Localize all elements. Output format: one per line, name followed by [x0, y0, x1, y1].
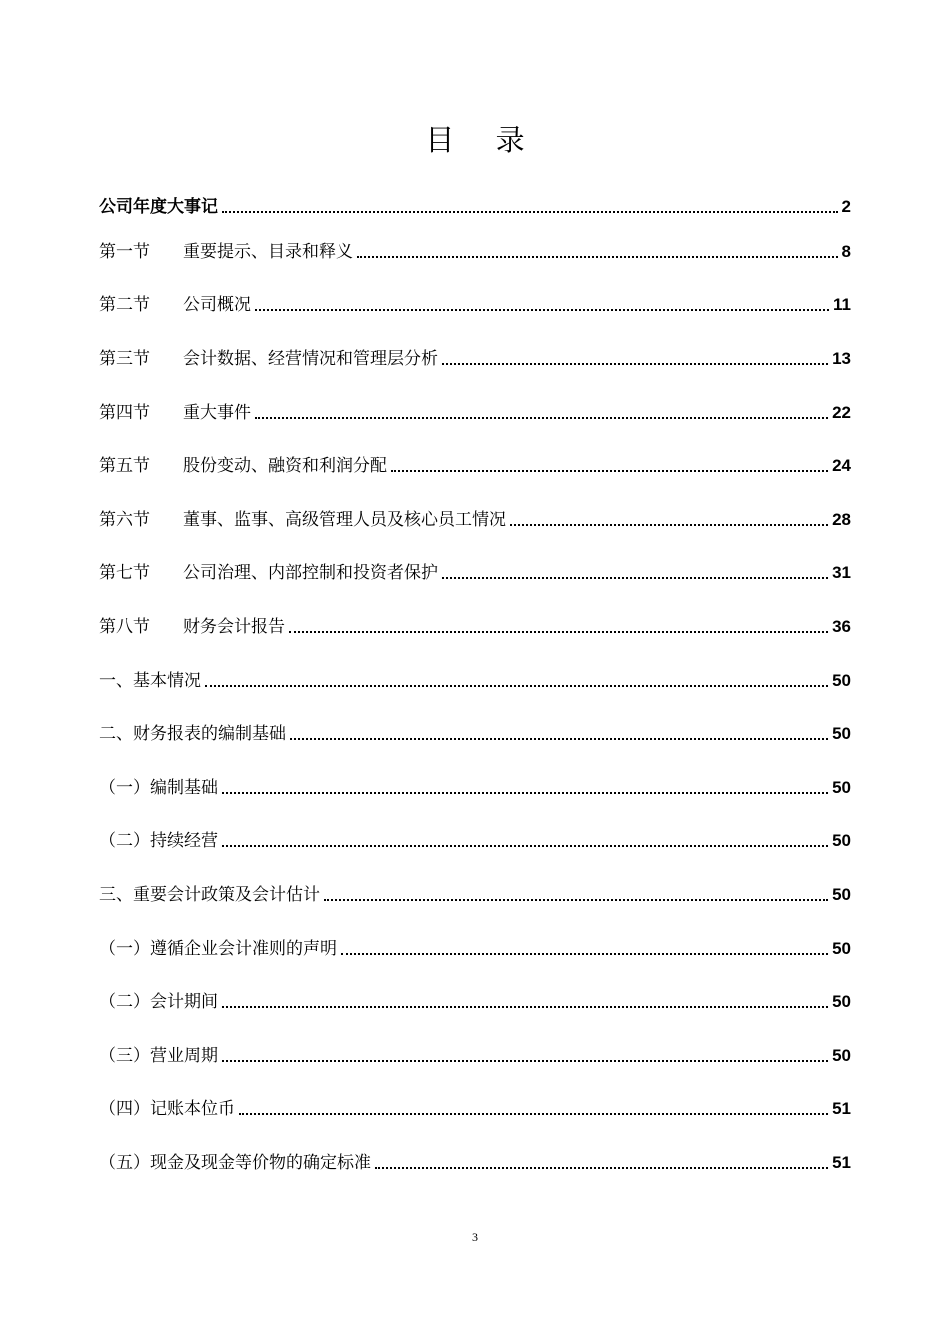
- toc-entry-section: 第四节: [99, 402, 150, 423]
- dot-leader: [222, 1006, 828, 1008]
- toc-entry[interactable]: [99, 600, 851, 654]
- toc-entry[interactable]: [99, 547, 851, 601]
- toc-entry[interactable]: [99, 493, 851, 547]
- dot-leader: [375, 1167, 828, 1169]
- toc-entry-page: 24: [832, 456, 851, 476]
- toc-entry[interactable]: [99, 225, 851, 279]
- toc-entry-page: 28: [832, 509, 851, 529]
- toc-entry-label: （三）营业周期: [99, 1045, 218, 1066]
- toc-entry[interactable]: [99, 1029, 851, 1083]
- toc-entry-page: 22: [832, 402, 851, 422]
- toc-entry-page: 50: [832, 1045, 851, 1065]
- toc-entry-label: 会计数据、经营情况和管理层分析: [183, 348, 438, 369]
- dot-leader: [341, 953, 828, 955]
- toc-entry-page: 50: [832, 938, 851, 958]
- dot-leader: [222, 1060, 828, 1062]
- toc-entry[interactable]: [99, 761, 851, 815]
- toc-entry[interactable]: [99, 386, 851, 440]
- toc-entry-label: 财务会计报告: [183, 616, 285, 637]
- toc-entry[interactable]: [99, 190, 851, 224]
- table-of-contents: [99, 190, 851, 1190]
- toc-entry[interactable]: [99, 922, 851, 976]
- toc-entry-label: （一）遵循企业会计准则的声明: [99, 938, 337, 959]
- toc-entry-label: 一、基本情况: [99, 670, 201, 691]
- dot-leader: [290, 738, 828, 740]
- toc-entry[interactable]: [99, 868, 851, 922]
- toc-entry[interactable]: [99, 654, 851, 708]
- toc-entry-page: 51: [832, 1099, 851, 1119]
- toc-entry[interactable]: [99, 815, 851, 869]
- toc-entry[interactable]: [99, 279, 851, 333]
- toc-entry-section: 第八节: [99, 616, 150, 637]
- dot-leader: [510, 524, 828, 526]
- dot-leader: [442, 363, 828, 365]
- dot-leader: [222, 845, 828, 847]
- toc-entry[interactable]: [99, 1136, 851, 1190]
- toc-entry-page: 8: [841, 241, 851, 261]
- toc-entry-section: 第五节: [99, 456, 150, 477]
- toc-entry-label: 公司年度大事记: [99, 197, 218, 217]
- toc-entry-page: 50: [832, 670, 851, 690]
- toc-entry-page: 50: [832, 777, 851, 797]
- dot-leader: [357, 256, 838, 258]
- toc-entry-label: （二）持续经营: [99, 831, 218, 852]
- toc-entry-label: （二）会计期间: [99, 992, 218, 1013]
- toc-entry-label: 三、重要会计政策及会计估计: [99, 884, 320, 905]
- toc-entry-label: （五）现金及现金等价物的确定标准: [99, 1152, 371, 1173]
- toc-entry-page: 50: [832, 831, 851, 851]
- toc-entry-section: 第二节: [99, 295, 150, 316]
- dot-leader: [255, 309, 829, 311]
- toc-entry-page: 13: [832, 348, 851, 368]
- dot-leader: [205, 685, 828, 687]
- page-number: 3: [472, 1230, 478, 1244]
- dot-leader: [222, 211, 838, 213]
- toc-entry-page: 51: [832, 1152, 851, 1172]
- dot-leader: [289, 631, 828, 633]
- dot-leader: [391, 470, 828, 472]
- dot-leader: [239, 1113, 828, 1115]
- toc-entry-label: （一）编制基础: [99, 777, 218, 798]
- toc-entry-page: 11: [833, 295, 851, 315]
- toc-entry-section: 第六节: [99, 509, 150, 530]
- toc-entry-label: 重大事件: [183, 402, 251, 423]
- toc-entry-section: 第三节: [99, 348, 150, 369]
- toc-entry-page: 50: [832, 992, 851, 1012]
- toc-entry-section: 第一节: [99, 241, 150, 262]
- toc-entry-label: 股份变动、融资和利润分配: [183, 456, 387, 477]
- toc-entry-label: 公司概况: [183, 295, 251, 316]
- dot-leader: [324, 899, 828, 901]
- toc-entry-label: 重要提示、目录和释义: [183, 241, 353, 262]
- dot-leader: [255, 417, 828, 419]
- toc-entry[interactable]: [99, 1083, 851, 1137]
- dot-leader: [442, 577, 828, 579]
- toc-entry-label: （四）记账本位币: [99, 1099, 235, 1120]
- toc-entry-page: 36: [832, 616, 851, 636]
- toc-entry-section: 第七节: [99, 563, 150, 584]
- toc-entry[interactable]: [99, 707, 851, 761]
- toc-entry-page: 50: [832, 724, 851, 744]
- page-title: 目 录: [425, 123, 541, 157]
- toc-entry-page: 31: [832, 563, 851, 583]
- toc-entry[interactable]: [99, 439, 851, 493]
- toc-entry[interactable]: [99, 975, 851, 1029]
- toc-entry-label: 董事、监事、高级管理人员及核心员工情况: [183, 509, 506, 530]
- toc-entry-label: 二、财务报表的编制基础: [99, 724, 286, 745]
- toc-entry[interactable]: [99, 332, 851, 386]
- dot-leader: [222, 792, 828, 794]
- toc-entry-page: 50: [832, 884, 851, 904]
- toc-entry-page: 2: [841, 197, 851, 216]
- toc-entry-label: 公司治理、内部控制和投资者保护: [183, 563, 438, 584]
